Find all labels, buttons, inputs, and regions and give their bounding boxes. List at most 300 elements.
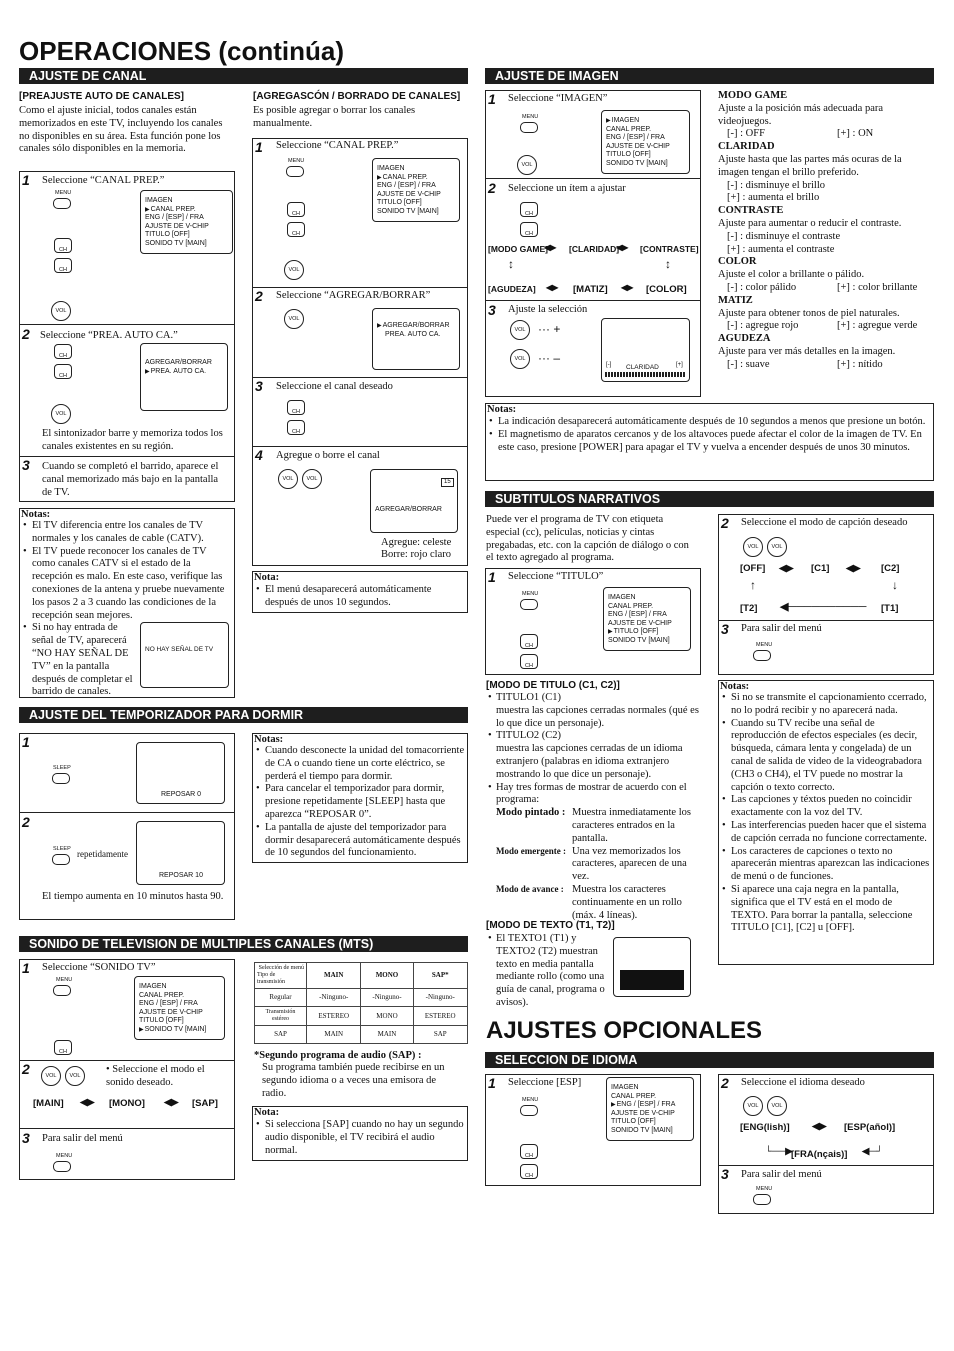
divider bbox=[19, 324, 235, 325]
menu-line: ENG / [ESP] / FRA bbox=[145, 214, 204, 221]
vol-button-icon: VOL bbox=[51, 301, 71, 321]
menu-line: AJUSTE DE V-CHIP bbox=[608, 619, 672, 627]
minus-text: ··· – bbox=[538, 351, 560, 365]
titulo1-desc: muestra las capciones cerradas normales (qué es lo que dice un personaje). bbox=[496, 704, 699, 729]
setting-block bbox=[718, 256, 934, 294]
setting-block bbox=[718, 205, 934, 256]
setting-desc: Ajuste para ver más detalles en la imagen. bbox=[718, 345, 896, 357]
imagen-step1: Seleccione “IMAGEN” bbox=[508, 93, 608, 104]
menu-line: IMAGEN bbox=[145, 197, 173, 204]
no-signal-text: NO HAY SEÑAL DE TV bbox=[145, 646, 214, 653]
imagen-item-color: [COLOR] bbox=[646, 284, 687, 295]
menu-line: ENG / [ESP] / FRA bbox=[377, 182, 436, 189]
agregar-intro: Es posible agregar o borrar los canales manualmente. bbox=[253, 105, 416, 129]
idioma-step2: Seleccione el idioma deseado bbox=[741, 1077, 865, 1088]
setting-title: MATIZ bbox=[718, 294, 753, 306]
bracket-minus: [-] bbox=[606, 362, 612, 368]
setting-block bbox=[718, 141, 934, 205]
divider bbox=[19, 456, 235, 457]
step-number: 1 bbox=[22, 960, 30, 976]
language-esp: [ESP(añol)] bbox=[844, 1122, 896, 1133]
table-cell: -Ninguno- bbox=[307, 989, 361, 1007]
table-cell: Transmisión estéreo bbox=[255, 1007, 307, 1026]
sleep-screen-text: REPOSAR 10 bbox=[159, 872, 203, 879]
setting-plus: [+] : ON bbox=[837, 128, 874, 140]
note-item: • La indicación desaparecerá automáticamente después de 10 segundos a menos que presione un botón. bbox=[487, 416, 930, 429]
section-bar-temporizador: AJUSTE DEL TEMPORIZADOR PARA DORMIR bbox=[19, 707, 468, 723]
menu-line: TITULO [OFF] bbox=[145, 231, 190, 238]
menu-line-selected bbox=[377, 322, 455, 331]
step-number: 2 bbox=[721, 515, 729, 531]
setting-plus: [+] : agregue verde bbox=[837, 320, 918, 332]
menu-line-selected bbox=[377, 174, 455, 183]
imagen-item-contraste: [CONTRASTE] bbox=[640, 244, 699, 254]
step-number: 3 bbox=[255, 378, 263, 394]
arrow-icon: ◀─┘ bbox=[862, 1146, 883, 1157]
no-signal-screen bbox=[140, 622, 229, 688]
setting-plus: [+] : aumenta el brillo bbox=[727, 192, 820, 204]
menu-line-text: CANAL PREP. bbox=[150, 205, 196, 213]
agregar-step1: Seleccione “CANAL PREP.” bbox=[276, 140, 399, 151]
notes-title: Notas: bbox=[487, 404, 517, 415]
step-number: 3 bbox=[22, 1130, 30, 1146]
language-eng: [ENG(lish)] bbox=[740, 1122, 790, 1133]
note-item: • El TV puede reconocer los canales de TV como canales CATV si el estado de la recepción es malo. En este caso, verifique las conexiones de la antena y pruebe nuevamente los pasos 2 a 3 cuando las condiciones de la recepción sean mejores. bbox=[21, 546, 226, 623]
channel-number-badge: 15 bbox=[441, 478, 454, 487]
agregar-step2: Seleccione “AGREGAR/BORRAR” bbox=[276, 290, 431, 301]
idioma-step2-box bbox=[718, 1074, 934, 1214]
table-row bbox=[255, 1007, 468, 1026]
bullet: • bbox=[488, 692, 492, 703]
setting-desc: Ajuste el color a brillante o pálido. bbox=[718, 269, 865, 281]
menu-button-icon bbox=[753, 1194, 771, 1205]
caption-mode-t2: [T2] bbox=[740, 603, 758, 614]
idioma-step3: Para salir del menú bbox=[741, 1169, 822, 1180]
divider bbox=[252, 446, 468, 447]
vol-down-button-icon: VOL bbox=[278, 469, 298, 489]
imagen-item-claridad: [CLARIDAD] bbox=[569, 244, 620, 254]
imagen-step2: Seleccione un ítem a ajustar bbox=[508, 183, 626, 194]
notes-title: Nota: bbox=[254, 572, 280, 583]
step-number: 2 bbox=[22, 326, 30, 342]
step-number: 1 bbox=[488, 1075, 496, 1091]
setting-plus: [+] : aumenta el contraste bbox=[727, 243, 835, 255]
menu-label: MENU bbox=[55, 190, 72, 196]
section-bar-mts: SONIDO DE TELEVISION DE MULTIPLES CANALES (MTS) bbox=[19, 936, 468, 952]
menu-button-icon bbox=[520, 599, 538, 610]
agregar-legend2: Borre: rojo claro bbox=[381, 549, 451, 560]
subtitulos-step2: Seleccione el modo de capción deseado bbox=[741, 517, 908, 528]
note-item: • Si selecciona [SAP] cuando no hay un segundo audio disponible, el TV recibirá el audio normal. bbox=[254, 1119, 464, 1157]
ch-down-button-icon: CH bbox=[287, 222, 305, 237]
caption-mode-t1: [T1] bbox=[881, 603, 899, 614]
ch-down-button-icon: CH bbox=[520, 222, 538, 237]
sleep-button-icon bbox=[52, 773, 70, 784]
note-item: • El menú desaparecerá automáticamente después de unos 10 segundos. bbox=[254, 584, 459, 610]
bullet: • bbox=[488, 730, 492, 742]
menu-line: AGREGAR/BORRAR bbox=[145, 359, 212, 366]
tv-submenu-screen bbox=[372, 308, 460, 370]
ch-down-button-icon: CH bbox=[54, 258, 72, 273]
step-number: 2 bbox=[22, 814, 30, 830]
setting-desc: Ajuste hasta que las partes más ocuras de la imagen tengan el brillo preferido. bbox=[718, 153, 902, 178]
arrow-icon: ◀▶ bbox=[546, 283, 559, 292]
menu-line: CANAL PREP. bbox=[606, 125, 652, 133]
setting-title: AGUDEZA bbox=[718, 333, 771, 345]
step-number: 3 bbox=[22, 457, 30, 473]
sleep-label: SLEEP bbox=[53, 846, 71, 852]
caption-mode-off: [OFF] bbox=[740, 563, 766, 574]
menu-line-text: IMAGEN bbox=[611, 117, 640, 124]
menu-label: MENU bbox=[522, 114, 539, 120]
setting-range bbox=[718, 128, 934, 141]
setting-title: CONTRASTE bbox=[718, 205, 784, 217]
note-item: • Si aparece una caja negra en la pantalla, significa que el TV está en el modo de TEXTO. Para borrar la pantalla, seleccione TITULO [C1], [C2] u [OFF]. bbox=[720, 884, 930, 935]
imagen-item-matiz: [MATIZ] bbox=[573, 284, 608, 295]
ch-down-button-icon: CH bbox=[520, 654, 538, 669]
tv-submenu-screen bbox=[140, 343, 228, 411]
menu-line-text: ENG / [ESP] / FRA bbox=[616, 1101, 676, 1108]
sap-text: Su programa también puede recibirse en un segundo idioma o a veces una emisora de radio. bbox=[262, 1062, 445, 1099]
imagen-item-agudeza: [AGUDEZA] bbox=[488, 284, 536, 294]
arrow-icon: ◀▶ bbox=[164, 1097, 179, 1108]
menu-label: MENU bbox=[288, 158, 305, 164]
menu-label: MENU bbox=[522, 1097, 539, 1103]
vol-down-button-icon: VOL bbox=[510, 349, 530, 369]
preajuste-step2: Seleccione “PREA. AUTO CA.” bbox=[40, 330, 178, 341]
note-item: • Las interferencias pueden hacer que el sistema de capción cerrada no funcione correctamente. bbox=[720, 820, 930, 846]
titulo1-label: TITULO1 (C1) bbox=[496, 692, 562, 703]
tv-menu-screen bbox=[606, 1077, 694, 1141]
subtitulos-step1: Seleccione “TITULO” bbox=[508, 571, 604, 582]
vol-button-icon: VOL bbox=[51, 404, 71, 424]
divider bbox=[252, 287, 468, 288]
menu-line: TITULO [OFF] bbox=[606, 151, 651, 158]
divider bbox=[485, 178, 701, 179]
divider bbox=[718, 1165, 934, 1166]
sleep-notes bbox=[254, 745, 466, 860]
vol-button-icon: VOL bbox=[284, 309, 304, 329]
menu-line: TITULO [OFF] bbox=[377, 199, 422, 206]
setting-block bbox=[718, 295, 934, 333]
modo-texto-text bbox=[486, 933, 610, 1010]
corner-top: Selección de menú bbox=[258, 965, 304, 971]
step-number: 2 bbox=[721, 1075, 729, 1091]
step-number: 3 bbox=[721, 1166, 729, 1182]
vol-up-button-icon: VOL bbox=[510, 320, 530, 340]
setting-title: COLOR bbox=[718, 256, 757, 268]
ch-up-button-icon: CH bbox=[54, 344, 72, 359]
menu-line: SONIDO TV [MAIN] bbox=[608, 636, 670, 644]
arrow-vertical-icon: ↑ bbox=[750, 578, 756, 592]
menu-button-icon bbox=[53, 985, 71, 996]
arrow-icon: ◀▶ bbox=[621, 283, 634, 292]
setting-desc: Ajuste para obtener tonos de piel naturales. bbox=[718, 307, 900, 319]
note-item: • Cuando su TV recibe una señal de reproducción de efectos especiales (es decir, búsqueda, cámara lenta y congelada) de un canal de salida de video de la videograbadora (CH3 o CH4), el TV puede no mostrar la capción o texto correcto. bbox=[720, 718, 930, 795]
setting-minus: [-] : agregue rojo bbox=[727, 320, 799, 332]
black-text-box bbox=[620, 970, 684, 990]
menu-line-selected bbox=[608, 628, 686, 637]
modo-key: Modo emergente : bbox=[496, 845, 566, 856]
arrow-long-icon: ◀────────── bbox=[780, 601, 867, 613]
setting-title: MODO GAME bbox=[718, 90, 788, 101]
table-cell: -Ninguno- bbox=[361, 989, 413, 1007]
setting-desc: Ajuste para aumentar o reducir el contraste. bbox=[718, 217, 902, 229]
subtitulos-notes bbox=[720, 692, 930, 935]
setting-range bbox=[718, 282, 934, 295]
idioma-step1: Seleccione [ESP] bbox=[508, 1077, 582, 1088]
imagen-settings bbox=[718, 90, 934, 372]
note-item: • Para cancelar el temporizador para dormir, presione repetidamente [SLEEP] hasta que aparezca “REPOSAR 0”. bbox=[254, 783, 466, 821]
menu-line-selected bbox=[606, 117, 685, 126]
menu-button-icon bbox=[753, 650, 771, 661]
bracket-plus: [+] bbox=[676, 362, 683, 368]
tres-formas bbox=[486, 782, 700, 808]
mts-mode-mono: [MONO] bbox=[109, 1098, 145, 1109]
vol-up-button-icon: VOL bbox=[767, 537, 787, 557]
setting-block bbox=[718, 90, 934, 141]
table-header: MONO bbox=[361, 963, 413, 989]
menu-button-icon bbox=[53, 1161, 71, 1172]
sleep-screen-text: REPOSAR 0 bbox=[161, 791, 202, 798]
plus-text: ··· + bbox=[538, 322, 561, 336]
setting-minus: [-] : OFF bbox=[727, 128, 765, 140]
menu-label: MENU bbox=[56, 977, 73, 983]
menu-label: MENU bbox=[756, 642, 773, 648]
arrow-icon: ◀▶ bbox=[616, 243, 629, 252]
corner-bottom: Tipo de transmisión bbox=[257, 972, 285, 985]
divider bbox=[19, 1060, 235, 1061]
mts-mode-sap: [SAP] bbox=[192, 1098, 218, 1109]
note-item: • Cuando desconecte la unidad del tomacorriente de CA o cuando tiene un corte eléctrico, se perderá el tiempo para dormir. bbox=[254, 745, 466, 783]
step-number: 4 bbox=[255, 447, 263, 463]
setting-title: CLARIDAD bbox=[718, 141, 775, 153]
agregar-step3: Seleccione el canal deseado bbox=[276, 381, 393, 392]
preajuste-intro: Como el ajuste inicial, todos canales están memorizados en este TV, incluyendo los canales no disponibles en su área. Esta función pone los canales sólo disponibles en la memoria. bbox=[19, 105, 223, 155]
preajuste-step2-note: El sintonizador barre y memoriza todos los canales existentes en su región. bbox=[42, 428, 223, 452]
divider bbox=[485, 300, 701, 301]
menu-button-icon bbox=[286, 166, 304, 177]
step-number: 1 bbox=[488, 569, 496, 585]
agregar-step4: Agregue o borre el canal bbox=[276, 450, 380, 461]
language-fra: [FRA(nçais)] bbox=[791, 1149, 848, 1160]
claridad-label: CLARIDAD bbox=[626, 364, 659, 371]
ch-up-button-icon: CH bbox=[520, 634, 538, 649]
setting-minus: [-] : suave bbox=[727, 358, 770, 370]
table-cell: MAIN bbox=[361, 1026, 413, 1044]
table-cell: MAIN bbox=[307, 1026, 361, 1044]
sap-title: *Segundo programa de audio (SAP) : bbox=[254, 1050, 422, 1061]
modo-value: Una vez memorizados los caracteres, aparecen de una vez. bbox=[572, 845, 687, 883]
menu-line-text: AGREGAR/BORRAR bbox=[382, 322, 450, 329]
menu-line: AJUSTE DE V-CHIP bbox=[611, 1109, 675, 1117]
ch-up-button-icon: CH bbox=[287, 400, 305, 415]
setting-range bbox=[718, 320, 934, 333]
ch-up-button-icon: CH bbox=[520, 202, 538, 217]
tv-menu-screen bbox=[140, 190, 233, 254]
arrow-icon: ◀▶ bbox=[812, 1121, 827, 1132]
caption-mode-c1: [C1] bbox=[811, 563, 830, 574]
divider bbox=[19, 812, 235, 813]
ch-up-button-icon: CH bbox=[520, 1144, 538, 1159]
menu-line-text: PREA. AUTO CA. bbox=[150, 367, 207, 375]
tv-menu-screen bbox=[372, 158, 460, 222]
setting-desc: Ajuste a la posición más adecuada para videojuegos. bbox=[718, 102, 884, 127]
modo-texto-heading: [MODO DE TEXTO (T1, T2)] bbox=[486, 920, 615, 931]
text-mode-screen bbox=[613, 937, 691, 997]
menu-line: IMAGEN bbox=[611, 1084, 639, 1091]
mts-mode-main: [MAIN] bbox=[33, 1098, 64, 1109]
titulo2-desc: muestra las capciones cerradas de un idioma extranjero (palabras en idioma extranjero mostrando lo que dice un personaje). bbox=[496, 743, 683, 780]
vol-down-button-icon: VOL bbox=[41, 1066, 61, 1086]
menu-line: ENG / [ESP] / FRA bbox=[139, 1000, 198, 1007]
arrow-icon: └──▶ bbox=[765, 1146, 793, 1157]
table-cell: -Ninguno- bbox=[413, 989, 467, 1007]
note-item: • El magnetismo de aparatos cercanos y de los altavoces puede afectar el color de la imagen de TV. En este caso, presione [POWER] para apagar el TV y vuelva a encender después de unos 30 minutos. bbox=[487, 429, 930, 455]
menu-line: SONIDO TV [MAIN] bbox=[606, 159, 668, 167]
modo-value: Muestra inmediatamente los caracteres entrados en la pantalla. bbox=[572, 807, 691, 844]
step-number: 3 bbox=[488, 302, 496, 318]
setting-plus: [+] : color brillante bbox=[837, 281, 918, 293]
notes-title: Notas: bbox=[720, 681, 750, 692]
note-item: • Si no se transmite el capcionamiento ccerrado, no lo podrá recibir y no aparecerá nada. bbox=[720, 692, 930, 718]
menu-line: CANAL PREP. bbox=[608, 602, 654, 610]
section-bar-canal: AJUSTE DE CANAL bbox=[19, 68, 468, 84]
tres-text: Hay tres formas de mostrar de acuerdo con el programa: bbox=[496, 781, 687, 806]
menu-line: TITULO [OFF] bbox=[611, 1118, 656, 1125]
mts-step1: Seleccione “SONIDO TV” bbox=[42, 962, 156, 973]
modo-key: Modo pintado : bbox=[496, 807, 566, 819]
menu-line: ENG / [ESP] / FRA bbox=[608, 611, 667, 618]
imagen-step3: Ajuste la selección bbox=[508, 304, 588, 315]
arrow-vertical-icon: ↕ bbox=[665, 257, 671, 271]
arrow-icon: ◀▶ bbox=[846, 563, 861, 574]
opcionales-title: AJUSTES OPCIONALES bbox=[486, 1017, 763, 1044]
bullet: • bbox=[488, 781, 492, 793]
divider bbox=[718, 620, 934, 621]
modo-row bbox=[486, 884, 700, 922]
modo-row bbox=[486, 807, 700, 845]
arrow-icon: ◀▶ bbox=[544, 243, 557, 252]
page-title: OPERACIONES (continúa) bbox=[19, 36, 345, 66]
menu-line: CANAL PREP. bbox=[611, 1092, 657, 1100]
menu-button-icon bbox=[53, 198, 71, 209]
menu-line: IMAGEN bbox=[377, 165, 405, 172]
mts-step3: Para salir del menú bbox=[42, 1133, 123, 1144]
mts-step2: • Seleccione el modo el sonido deseado. bbox=[106, 1064, 205, 1088]
menu-line: SONIDO TV [MAIN] bbox=[611, 1126, 673, 1134]
step-number: 3 bbox=[721, 621, 729, 637]
menu-line: IMAGEN bbox=[139, 983, 167, 990]
divider bbox=[252, 377, 468, 378]
menu-line-selected bbox=[145, 368, 223, 377]
step-number: 2 bbox=[488, 180, 496, 196]
agregar-notes bbox=[254, 584, 459, 610]
table-row bbox=[255, 989, 468, 1007]
titulo2-label: TITULO2 (C2) bbox=[496, 730, 562, 742]
titulo1 bbox=[486, 692, 700, 705]
table-cell: SAP bbox=[255, 1026, 307, 1044]
vol-down-button-icon: VOL bbox=[743, 537, 763, 557]
table-corner bbox=[255, 963, 307, 989]
tv-menu-screen bbox=[603, 587, 691, 651]
ch-up-button-icon: CH bbox=[287, 202, 305, 217]
section-bar-imagen: AJUSTE DE IMAGEN bbox=[485, 68, 934, 84]
table-cell: Regular bbox=[255, 989, 307, 1007]
agregar-legend1: Agregue: celeste bbox=[381, 537, 452, 548]
note-item: • Las capciones y téxtos pueden no coincidir exactamente con la voz del TV. bbox=[720, 794, 930, 820]
menu-line: AJUSTE DE V-CHIP bbox=[606, 142, 670, 150]
table-row bbox=[255, 1026, 468, 1044]
modo-titulo-block bbox=[486, 692, 700, 922]
vol-button-icon: VOL bbox=[284, 260, 304, 280]
menu-line: AJUSTE DE V-CHIP bbox=[377, 190, 441, 198]
menu-line-text: TITULO [OFF] bbox=[613, 628, 659, 635]
table-header: MAIN bbox=[307, 963, 361, 989]
menu-line-selected bbox=[611, 1101, 689, 1110]
vol-down-button-icon: VOL bbox=[743, 1096, 763, 1116]
step-number: 1 bbox=[488, 91, 496, 107]
menu-line: AJUSTE DE V-CHIP bbox=[145, 222, 209, 230]
vol-up-button-icon: VOL bbox=[767, 1096, 787, 1116]
menu-line: TITULO [OFF] bbox=[139, 1017, 184, 1024]
table-cell: MONO bbox=[361, 1007, 413, 1026]
menu-button-icon bbox=[520, 122, 538, 133]
modo-value: Muestra los caracteres continuamente en un rollo (máx. 4 líneas). bbox=[572, 883, 682, 921]
menu-line-text: CANAL PREP. bbox=[382, 173, 428, 181]
menu-line: IMAGEN bbox=[608, 594, 636, 601]
arrow-icon: ◀▶ bbox=[80, 1097, 95, 1108]
menu-label: MENU bbox=[522, 591, 539, 597]
subtitulos-step3: Para salir del menú bbox=[741, 623, 822, 634]
subtitulos-intro: Puede ver el programa de TV con etiqueta especial (cc), películas, noticias y cintas pregabadas, etc. con la capción de diálogo o con el texto agregado al programa. bbox=[486, 514, 689, 564]
note-item: • El TV diferencia entre los canales de TV normales y los canales de cable (CATV). bbox=[21, 520, 226, 546]
claridad-level-bar bbox=[605, 372, 685, 377]
table-header: SAP* bbox=[413, 963, 467, 989]
sleep-caption: El tiempo aumenta en 10 minutos hasta 90. bbox=[42, 891, 224, 902]
sleep-button-icon bbox=[52, 854, 70, 865]
step-number: 2 bbox=[255, 288, 263, 304]
note-item: • Si no hay entrada de señal de TV, aparecerá “NO HAY SEÑAL DE TV” en la pantalla después de completar el barrido de canales. bbox=[21, 622, 139, 699]
arrow-vertical-icon: ↓ bbox=[892, 578, 898, 592]
divider bbox=[19, 1128, 235, 1129]
menu-line: ENG / [ESP] / FRA bbox=[606, 134, 665, 141]
preajuste-step1: Seleccione “CANAL PREP.” bbox=[42, 175, 165, 186]
note-item: • Los caracteres de capciones o texto no aparecerán mientras aparezcan las indicaciones de menú o de funciones. bbox=[720, 846, 930, 884]
tv-menu-screen bbox=[134, 976, 225, 1040]
menu-line-text: SONIDO TV [MAIN] bbox=[144, 1025, 207, 1033]
sleep-screen-10 bbox=[136, 821, 225, 885]
menu-line: PREA. AUTO CA. bbox=[385, 330, 441, 338]
preajuste-step3: Cuando se completó el barrido, aparece el canal memorizado más bajo en la pantalla de TV. bbox=[42, 461, 219, 498]
ch-down-button-icon: CH bbox=[54, 364, 72, 379]
setting-minus: [-] : disminuye el brillo bbox=[727, 179, 825, 191]
screen-label: AGREGAR/BORRAR bbox=[375, 506, 442, 513]
vol-button-icon: VOL bbox=[517, 155, 537, 175]
titulo2 bbox=[486, 730, 700, 743]
notes-title: Notas: bbox=[21, 509, 51, 520]
setting-block bbox=[718, 333, 934, 371]
ch-down-button-icon: CH bbox=[287, 420, 305, 435]
section-bar-subtitulos: SUBTITULOS NARRATIVOS bbox=[485, 491, 934, 507]
table-cell: ESTEREO bbox=[413, 1007, 467, 1026]
sap-table bbox=[254, 962, 468, 1044]
modo-row bbox=[486, 846, 700, 884]
setting-range bbox=[718, 359, 934, 372]
table-cell: SAP bbox=[413, 1026, 467, 1044]
menu-line: SONIDO TV [MAIN] bbox=[377, 207, 439, 215]
ch-up-button-icon: CH bbox=[54, 238, 72, 253]
